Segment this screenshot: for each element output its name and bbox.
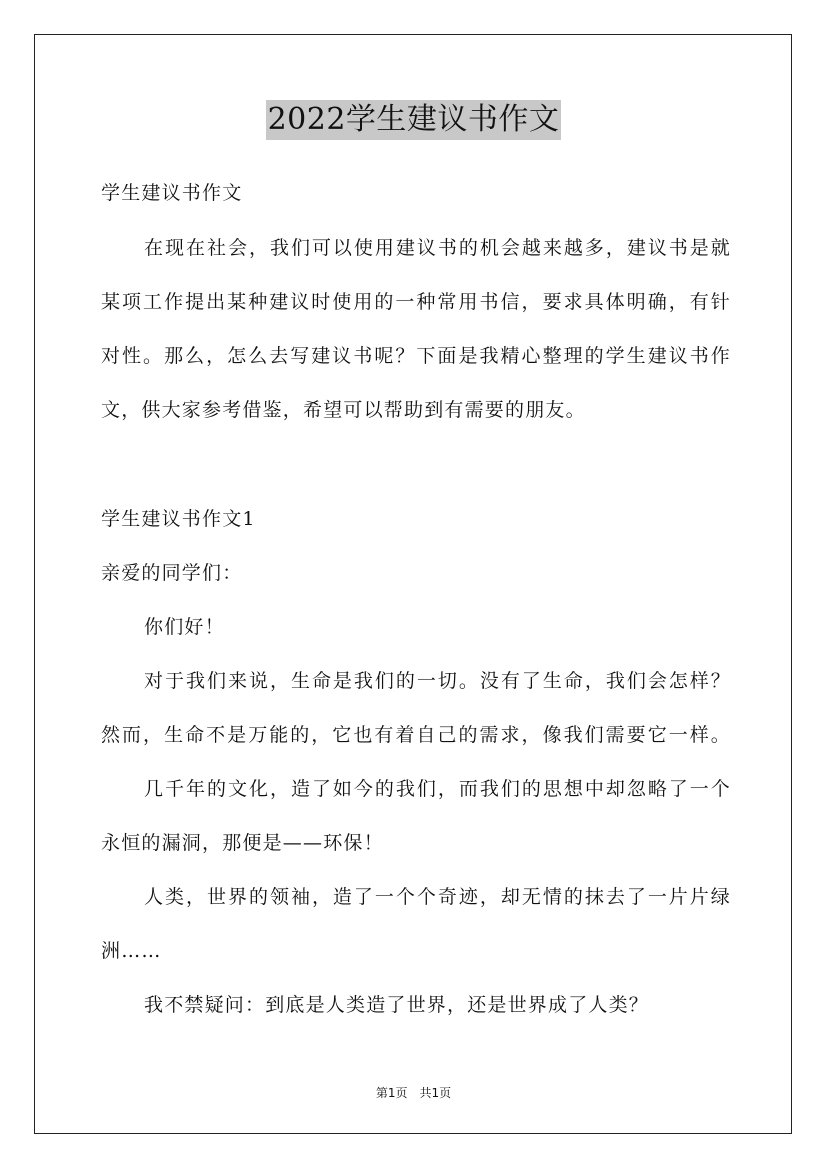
document-title: 2022学生建议书作文 [266,100,562,140]
salutation: 亲爱的同学们： [101,562,243,584]
greeting: 你们好！ [144,616,225,638]
body-line-2: 然而，生命不是万能的，它也有着自己的需求，像我们需要它一样。 [101,724,731,746]
intro-line-3: 对性。那么，怎么去写建议书呢？下面是我精心整理的学生建议书作 [101,345,731,367]
body-line-5: 人类，世界的领袖，造了一个个奇迹，却无情的抹去了一片片绿 [144,886,731,908]
subtitle: 学生建议书作文 [101,182,243,204]
intro-line-1: 在现在社会，我们可以使用建议书的机会越来越多，建议书是就 [144,237,731,259]
title-container [0,100,827,140]
body-line-4: 永恒的漏洞，那便是——环保！ [101,832,384,854]
body-line-1: 对于我们来说，生命是我们的一切。没有了生命，我们会怎样？ [144,670,731,692]
section-heading: 学生建议书作文1 [101,508,256,530]
body-line-7: 我不禁疑问：到底是人类造了世界，还是世界成了人类？ [144,994,650,1016]
body-line-6: 洲…… [101,940,162,962]
intro-line-4: 文，供大家参考借鉴，希望可以帮助到有需要的朋友。 [101,399,586,421]
body-line-3: 几千年的文化，造了如今的我们，而我们的思想中却忽略了一个 [144,778,731,800]
page-footer: 第1页 共1页 [375,1086,452,1100]
intro-line-2: 某项工作提出某种建议时使用的一种常用书信，要求具体明确，有针 [101,291,731,313]
